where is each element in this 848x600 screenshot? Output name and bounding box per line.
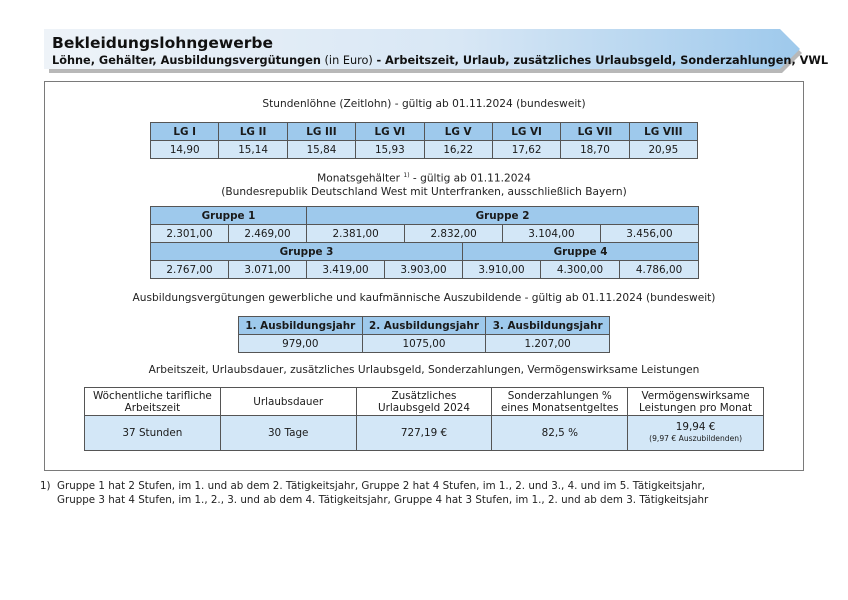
group-3-header: Gruppe 3: [151, 243, 463, 261]
vwl-value: 19,94 €: [675, 421, 716, 433]
conditions-header-cell: [220, 388, 356, 416]
page-subtitle: [52, 54, 828, 67]
vwl-apprentice-note: (9,97 € Auszubildenden): [649, 434, 743, 443]
hourly-value-cell: 14,90: [151, 141, 219, 159]
conditions-value-cell: 37 Stunden: [85, 416, 221, 451]
group-3-value: 2.767,00: [151, 261, 229, 279]
group-2-value: 3.456,00: [600, 225, 698, 242]
conditions-header-cell: [628, 388, 764, 416]
group-1-value: 2.469,00: [229, 225, 307, 243]
hourly-header-cell: LG VI: [492, 123, 560, 141]
footnote-marker: 1): [40, 480, 51, 492]
monthly-salary-table: [150, 206, 699, 279]
hourly-header-cell: LG VII: [561, 123, 629, 141]
conditions-header-cell: [85, 388, 221, 416]
subtitle-part-1: Löhne, Gehälter, Ausbildungsvergütungen: [52, 54, 321, 67]
header-line: Arbeitszeit: [124, 401, 181, 414]
page-title: Bekleidungslohngewerbe: [52, 34, 273, 52]
footnote-line: Gruppe 1 hat 2 Stufen, im 1. und ab dem 2. Tätigkeitsjahr, Gruppe 2 hat 4 Stufen, im 1., 2. und 3., 4. und im 5. Tätigkeitsjahr,: [57, 480, 706, 492]
group-4-value: 4.300,00: [541, 261, 620, 279]
group-2-values: [307, 225, 699, 243]
training-caption: Ausbildungsvergütungen gewerbliche und kaufmännische Auszubildende - gültig ab 01.11.2024 (bundesweit): [132, 292, 716, 304]
hourly-header-cell: LG I: [151, 123, 219, 141]
header-banner: [44, 29, 829, 73]
hourly-caption: Stundenlöhne (Zeitlohn) - gültig ab 01.11.2024 (bundesweit): [262, 98, 586, 110]
training-header-cell: 2. Ausbildungsjahr: [362, 317, 486, 335]
header-line: Vermögenswirksame: [641, 389, 750, 402]
conditions-value-cell: 82,5 %: [492, 416, 628, 451]
training-allowance-table: [238, 316, 610, 353]
group-4-header: Gruppe 4: [463, 243, 699, 261]
header-line: Leistungen pro Monat: [639, 401, 753, 414]
conditions-table: [84, 387, 764, 451]
group-2-subtable: [307, 225, 698, 242]
hourly-header-cell: LG II: [219, 123, 287, 141]
conditions-value-cell: 30 Tage: [220, 416, 356, 451]
group-4-value: 3.910,00: [463, 261, 541, 279]
header-line: Zusätzliches: [391, 389, 457, 402]
hourly-value-cell: 20,95: [629, 141, 697, 159]
subtitle-part-3: - Arbeitszeit, Urlaub, zusätzliches Urlaubsgeld, Sonderzahlungen, VWL: [376, 54, 829, 67]
hourly-value-cell: 15,14: [219, 141, 287, 159]
hourly-header-cell: LG VIII: [629, 123, 697, 141]
group-2-value: 3.104,00: [503, 225, 601, 242]
training-header-cell: 1. Ausbildungsjahr: [239, 317, 363, 335]
conditions-header-cell: [492, 388, 628, 416]
group-3-value: 3.071,00: [229, 261, 307, 279]
hourly-value-cell: 15,84: [287, 141, 355, 159]
group-2-header: Gruppe 2: [307, 207, 699, 225]
training-header-cell: 3. Ausbildungsjahr: [486, 317, 610, 335]
footnote-ref: 1): [403, 172, 410, 179]
subtitle-part-2: (in Euro): [320, 54, 377, 67]
conditions-value-cell: [628, 416, 764, 451]
hourly-value-cell: 16,22: [424, 141, 492, 159]
group-3-value: 3.903,00: [385, 261, 463, 279]
hourly-value-cell: 17,62: [492, 141, 560, 159]
hourly-header-cell: LG V: [424, 123, 492, 141]
monthly-caption-pre: Monatsgehälter: [317, 172, 400, 185]
footnote-line: Gruppe 3 hat 4 Stufen, im 1., 2., 3. und ab dem 4. Tätigkeitsjahr, Gruppe 4 hat 3 Stufen, im 1., 2. und ab dem 3. Tätigkeitsjahr: [57, 494, 709, 506]
hourly-value-cell: 18,70: [561, 141, 629, 159]
hourly-wage-table: [150, 122, 698, 159]
group-4-value: 4.786,00: [620, 261, 699, 279]
group-2-value: 2.381,00: [307, 225, 405, 242]
conditions-header-cell: [356, 388, 492, 416]
group-1-header: Gruppe 1: [151, 207, 307, 225]
header-line: Wöchentliche tarifliche: [92, 389, 212, 402]
header-line: Urlaubsgeld 2024: [378, 401, 470, 414]
training-value-cell: 979,00: [239, 335, 363, 353]
hourly-header-cell: LG III: [287, 123, 355, 141]
monthly-caption-post: - gültig ab 01.11.2024: [409, 172, 531, 185]
training-value-cell: 1075,00: [362, 335, 486, 353]
group-1-value: 2.301,00: [151, 225, 229, 243]
conditions-caption: Arbeitszeit, Urlaubsdauer, zusätzliches Urlaubsgeld, Sonderzahlungen, Vermögenswirksame Leistungen: [148, 364, 700, 376]
header-line: eines Monatsentgeltes: [501, 401, 619, 414]
training-value-cell: 1.207,00: [486, 335, 610, 353]
monthly-caption: [0, 172, 848, 185]
header-line: Urlaubsdauer: [253, 395, 324, 408]
conditions-value-cell: 727,19 €: [356, 416, 492, 451]
hourly-header-cell: LG VI: [356, 123, 424, 141]
group-3-value: 3.419,00: [307, 261, 385, 279]
footnote-text: [57, 479, 708, 507]
header-line: Sonderzahlungen %: [507, 389, 612, 402]
group-2-value: 2.832,00: [405, 225, 503, 242]
monthly-caption-line2: (Bundesrepublik Deutschland West mit Unterfranken, ausschließlich Bayern): [221, 186, 627, 198]
hourly-value-cell: 15,93: [356, 141, 424, 159]
